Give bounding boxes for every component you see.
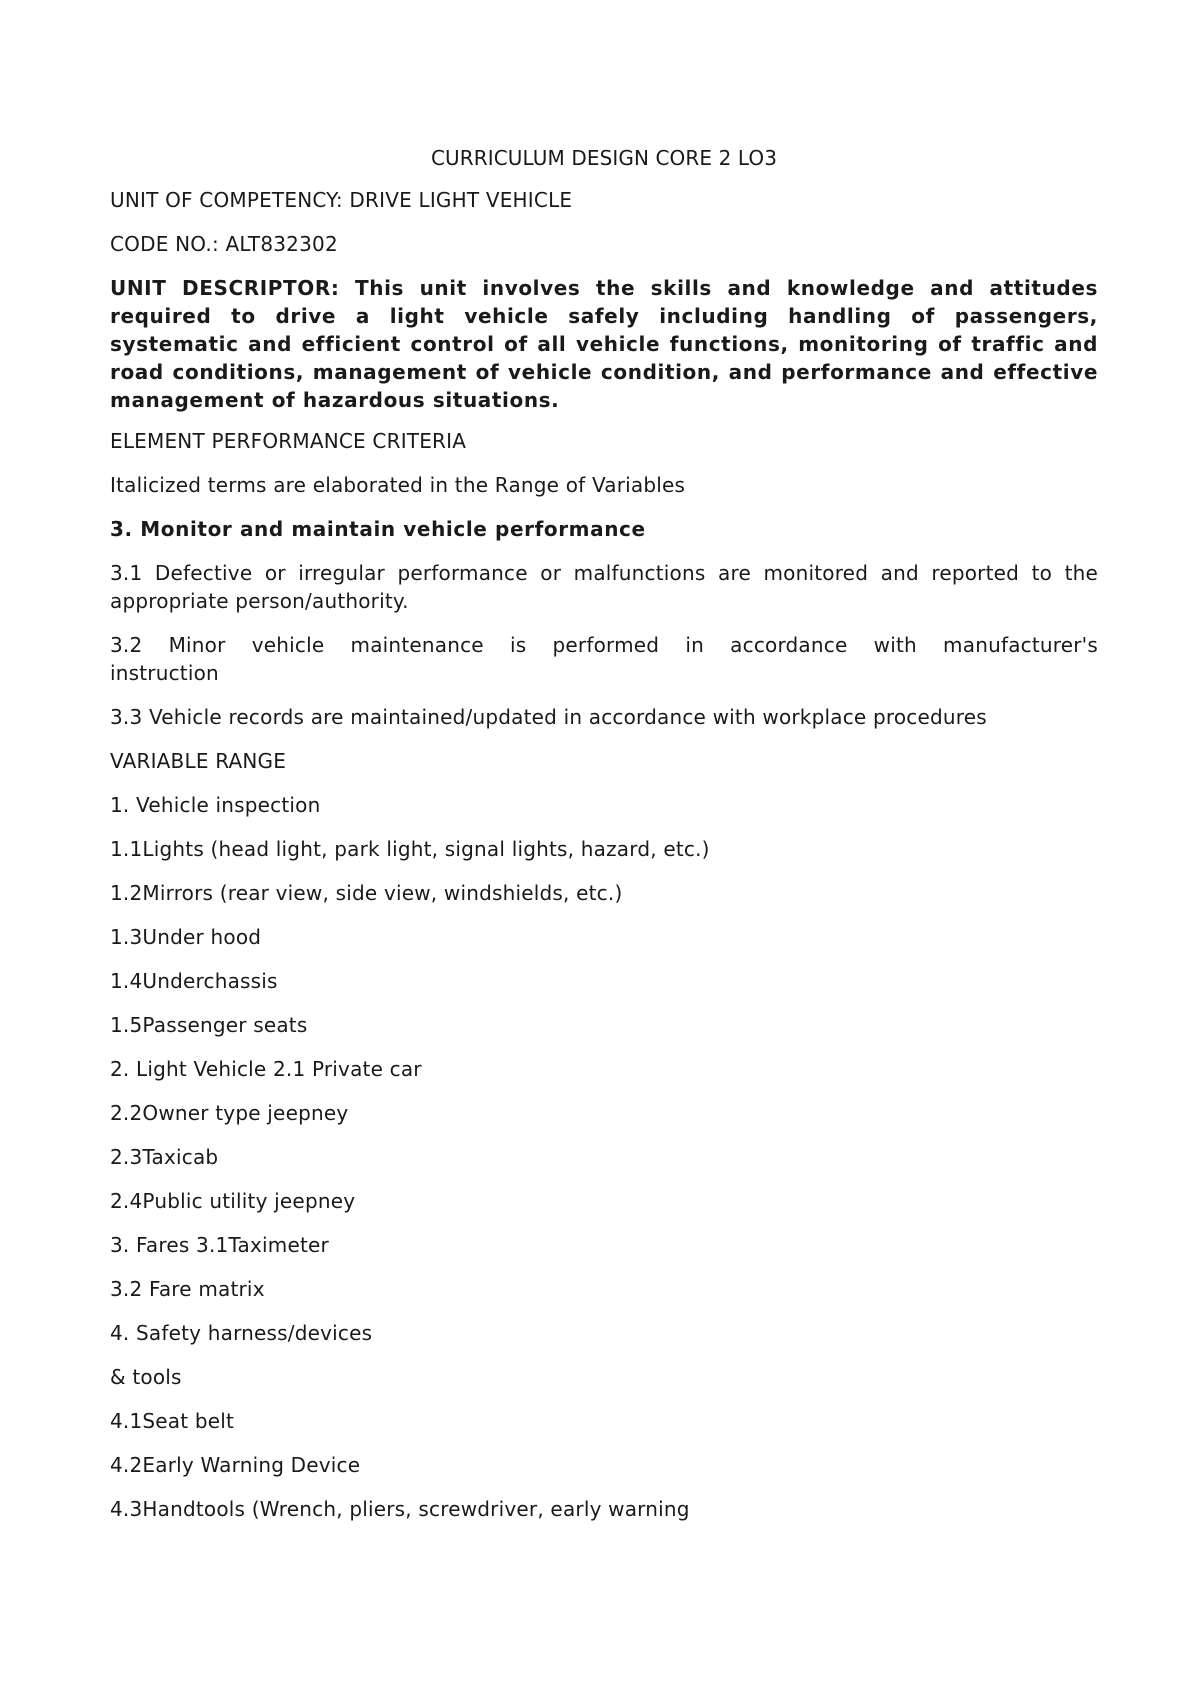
range-item: 1.4Underchassis (110, 969, 278, 993)
range-item: 4.1Seat belt (110, 1409, 235, 1433)
range-item: 2.3Taxicab (110, 1145, 219, 1169)
range-item: 1.1Lights (head light, park light, signal lights, hazard, etc.) (110, 837, 710, 861)
range-item: 1.3Under hood (110, 925, 262, 949)
range-item: 3. Fares 3.1Taximeter (110, 1233, 329, 1257)
range-item: & tools (110, 1365, 182, 1389)
range-item: 1.5Passenger seats (110, 1013, 308, 1037)
range-item: 4.3Handtools (Wrench, pliers, screwdriver, early warning (110, 1497, 690, 1521)
range-item: 1. Vehicle inspection (110, 793, 321, 817)
code-number: CODE NO.: ALT832302 (110, 232, 338, 256)
criterion-3-2: 3.2 Minor vehicle maintenance is performed in accordance with manufacturer's instruction (110, 633, 1098, 685)
italic-note: Italicized terms are elaborated in the Range of Variables (110, 473, 686, 497)
range-item: 4.2Early Warning Device (110, 1453, 361, 1477)
unit-descriptor: UNIT DESCRIPTOR: This unit involves the skills and knowledge and attitudes required to drive a light vehicle safely including handling of passengers, systematic and efficient control of all vehicle functions, monitoring of traffic and road conditions, management of vehicle condition, and performance and effective management of hazardous situations. (110, 276, 1098, 412)
range-item: 2.4Public utility jeepney (110, 1189, 356, 1213)
section-heading: 3. Monitor and maintain vehicle performance (110, 517, 646, 541)
range-item: 4. Safety harness/devices (110, 1321, 373, 1345)
range-item: 2. Light Vehicle 2.1 Private car (110, 1057, 422, 1081)
criterion-3-3: 3.3 Vehicle records are maintained/updated in accordance with workplace procedures (110, 705, 987, 729)
range-item: 3.2 Fare matrix (110, 1277, 265, 1301)
document-page (110, 144, 1098, 1539)
element-header: ELEMENT PERFORMANCE CRITERIA (110, 429, 467, 453)
variable-range-header: VARIABLE RANGE (110, 749, 287, 773)
range-item: 2.2Owner type jeepney (110, 1101, 349, 1125)
criterion-3-1: 3.1 Defective or irregular performance or malfunctions are monitored and reported to the appropriate person/authority. (110, 561, 1098, 613)
document-title: CURRICULUM DESIGN CORE 2 LO3 (430, 146, 778, 170)
range-item: 1.2Mirrors (rear view, side view, windshields, etc.) (110, 881, 623, 905)
unit-of-competency: UNIT OF COMPETENCY: DRIVE LIGHT VEHICLE (110, 188, 573, 212)
